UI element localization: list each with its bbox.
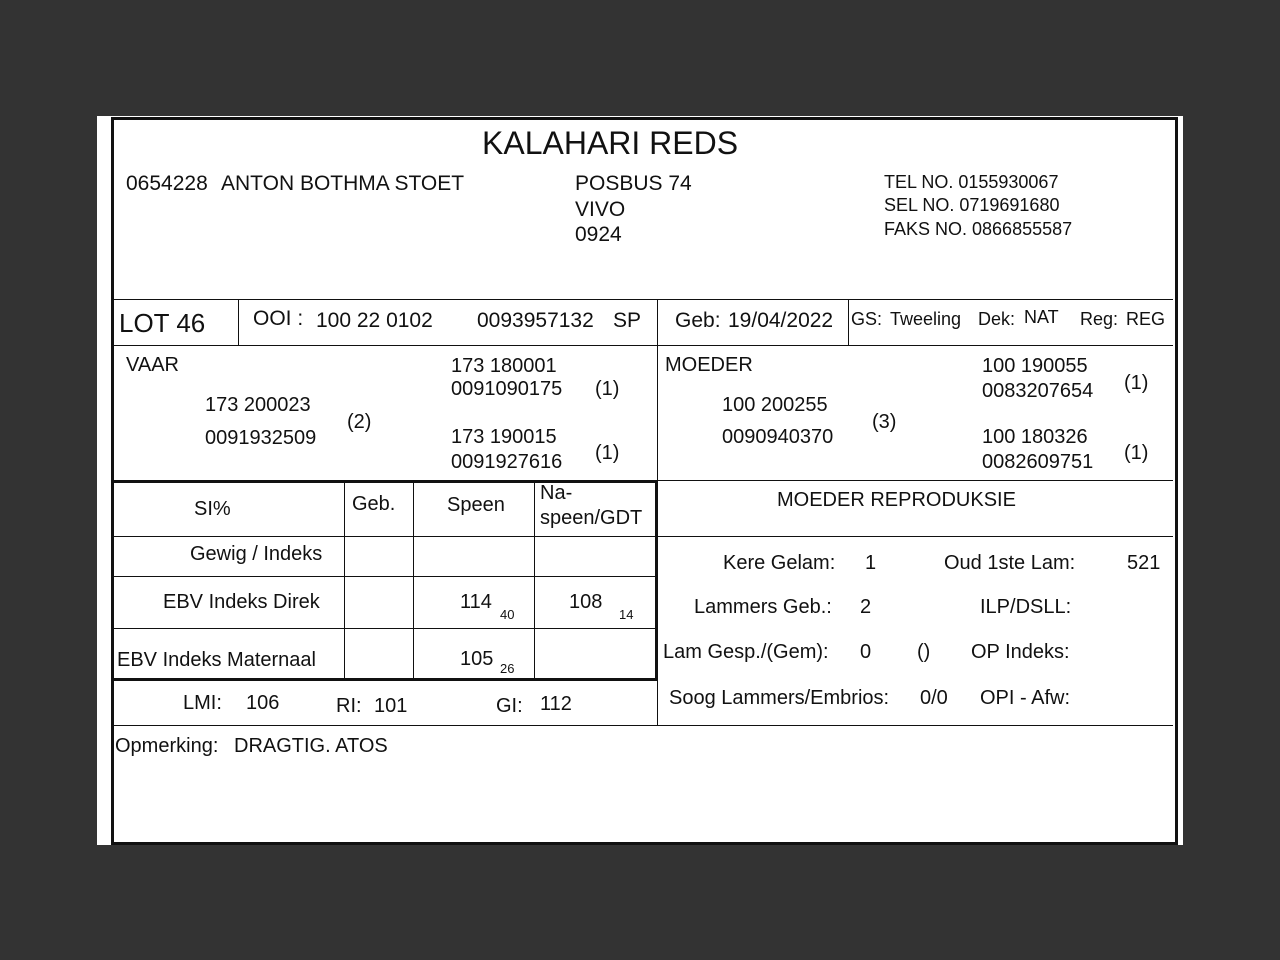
address-line: VIVO	[575, 198, 626, 221]
remark-text: DRAGTIG. ATOS	[234, 735, 388, 757]
repro-title: MOEDER REPRODUKSIE	[777, 489, 1016, 511]
gem-value: ()	[917, 641, 931, 663]
sire-count: (2)	[347, 411, 372, 433]
divider	[413, 480, 414, 680]
divider	[655, 480, 658, 680]
divider	[113, 576, 658, 577]
lammers-label: Lammers Geb.:	[694, 596, 832, 618]
divider	[113, 628, 658, 629]
reg-value: REG	[1126, 309, 1166, 329]
dek-value: NAT	[1024, 307, 1059, 327]
divider	[113, 345, 1173, 346]
dam-sire-number: 100 190055	[982, 355, 1088, 377]
dam-sire-id: 0083207654	[982, 380, 1094, 402]
speen-sub: 40	[500, 607, 515, 622]
address-line: 0924	[575, 223, 622, 246]
gi-value: 112	[540, 693, 572, 715]
lot-number: LOT 46	[119, 308, 206, 338]
speen-header: Speen	[447, 494, 505, 516]
divider	[113, 678, 658, 681]
ri-value: 101	[374, 695, 408, 717]
reg-label: Reg:	[1080, 309, 1119, 329]
divider	[534, 480, 535, 680]
divider	[238, 299, 239, 345]
kere-label: Kere Gelam:	[723, 552, 836, 574]
dek-label: Dek:	[978, 309, 1016, 329]
divider	[113, 299, 1173, 300]
contact-line: FAKS NO. 0866855587	[884, 219, 1073, 239]
dam-count: (3)	[872, 411, 897, 433]
geb-label: Geb:	[675, 309, 721, 332]
lammers-value: 2	[860, 596, 872, 618]
gs-value: Tweeling	[890, 309, 962, 329]
sire-dam-count: (1)	[595, 442, 620, 464]
ri-label: RI:	[336, 695, 362, 717]
sire-sire-number: 173 180001	[451, 355, 557, 377]
dam-sire-count: (1)	[1124, 372, 1149, 394]
stud-name: ANTON BOTHMA STOET	[221, 172, 465, 195]
moeder-label: MOEDER	[665, 354, 753, 376]
divider	[113, 725, 1173, 726]
gesp-label: Lam Gesp./(Gem):	[663, 641, 829, 663]
opi-label: OPI - Afw:	[980, 687, 1071, 709]
naspeen-value: 108	[569, 591, 603, 613]
contact-line: TEL NO. 0155930067	[884, 172, 1059, 192]
oud-value: 521	[1127, 552, 1161, 574]
soog-label: Soog Lammers/Embrios:	[669, 687, 890, 709]
dam-dam-count: (1)	[1124, 442, 1149, 464]
sire-number: 173 200023	[205, 394, 311, 416]
kere-value: 1	[865, 552, 877, 574]
divider	[344, 480, 345, 680]
divider	[658, 480, 1173, 481]
stud-code: 0654228	[126, 172, 208, 195]
divider	[113, 536, 1173, 537]
sire-sire-count: (1)	[595, 378, 620, 400]
row-label: EBV Indeks Maternaal	[117, 649, 316, 671]
oud-label: Oud 1ste Lam:	[944, 552, 1076, 574]
dam-dam-number: 100 180326	[982, 426, 1088, 448]
sire-dam-id: 0091927616	[451, 451, 563, 473]
naspeen-header: Na-	[540, 482, 573, 504]
geb-header: Geb.	[352, 493, 396, 515]
ooi-label: OOI :	[253, 307, 304, 330]
naspeen-sub: 14	[619, 607, 634, 622]
remark-label: Opmerking:	[115, 735, 219, 757]
sire-sire-id: 0091090175	[451, 378, 563, 400]
op-label: OP Indeks:	[971, 641, 1070, 663]
address-line: POSBUS 74	[575, 172, 692, 195]
sire-dam-number: 173 190015	[451, 426, 557, 448]
sire-id: 0091932509	[205, 427, 317, 449]
gi-label: GI:	[496, 695, 523, 717]
lmi-label: LMI:	[183, 692, 222, 714]
divider	[113, 480, 658, 483]
sp-code: SP	[613, 309, 642, 332]
dam-dam-id: 0082609751	[982, 451, 1094, 473]
divider	[657, 680, 658, 726]
ilp-label: ILP/DSLL:	[980, 596, 1072, 618]
speen-value: 105	[460, 648, 494, 670]
speen-value: 114	[460, 591, 492, 613]
si-header: SI%	[194, 498, 231, 520]
lmi-value: 106	[246, 692, 280, 714]
divider	[657, 299, 658, 345]
gesp-value: 0	[860, 641, 872, 663]
ooi-number: 100 22 0102	[316, 309, 433, 332]
vaar-label: VAAR	[126, 354, 179, 376]
geb-date: 19/04/2022	[728, 309, 834, 332]
row-label: Gewig / Indeks	[190, 543, 323, 565]
dam-number: 100 200255	[722, 394, 828, 416]
animal-id: 0093957132	[477, 309, 594, 332]
speen-sub: 26	[500, 661, 515, 676]
row-label: EBV Indeks Direk	[163, 591, 320, 613]
divider	[848, 299, 849, 345]
breed-title: KALAHARI REDS	[482, 125, 739, 161]
contact-line: SEL NO. 0719691680	[884, 195, 1060, 215]
dam-id: 0090940370	[722, 426, 834, 448]
divider	[657, 345, 658, 480]
naspeen-header: speen/GDT	[540, 507, 643, 529]
soog-value: 0/0	[920, 687, 948, 709]
gs-label: GS:	[851, 309, 883, 329]
